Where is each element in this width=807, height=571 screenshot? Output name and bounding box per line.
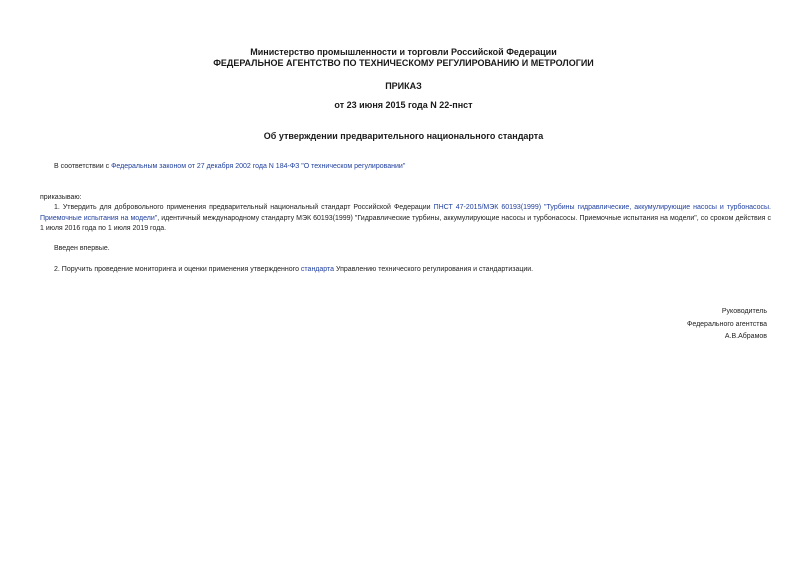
item-2-prefix: 2. Поручить проведение мониторинга и оценки применения утвержденного [54,266,301,273]
item-2-paragraph [54,265,769,276]
document-type: ПРИКАЗ [385,81,422,91]
agency-title: ФЕДЕРАЛЬНОЕ АГЕНТСТВО ПО ТЕХНИЧЕСКОМУ РЕГУЛИРОВАНИЮ И МЕТРОЛОГИИ [213,58,594,68]
preamble-paragraph [54,162,769,173]
document-date-number: от 23 июня 2015 года N 22-пнст [334,100,473,110]
item-2-suffix: Управлению технического регулирования и стандартизации. [334,266,534,273]
signature-block [567,306,767,344]
signature-title: Руководитель [721,308,767,315]
standard-link[interactable]: стандарта [300,266,335,273]
item-1-suffix: , идентичный международному стандарту МЭК 60193(1999) "Гидравлические турбины, аккумулирующие насосы и турбонасосы. Приемочные испытания на модели", со сроком действия с 1 июля 2016 года по 1 июля 2019 года. [40,214,772,232]
order-word: приказываю: [40,194,82,201]
ministry-title: Министерство промышленности и торговли Российской Федерации [250,47,557,57]
item-1-paragraph [40,203,771,235]
standard-pnst-link[interactable]: ПНСТ 47-2015/МЭК 60193(1999) "Турбины гидравлические, аккумулирующие насосы и турбонасосы. Приемочные испытания на модели" [40,204,771,222]
preamble-prefix: В соответствии с [54,163,112,170]
document-subject: Об утверждении предварительного национального стандарта [263,131,544,141]
first-introduced-note: Введен впервые. [54,245,110,252]
federal-law-link[interactable]: Федеральным законом от 27 декабря 2002 года N 184-ФЗ "О техническом регулировании" [111,163,406,170]
signature-name: А.В.Абрамов [724,333,767,340]
signature-org: Федерального агентства [687,320,767,328]
item-1-prefix: 1. Утвердить для добровольного применения предварительный национальный стандарт Российской Федерации [54,204,434,211]
